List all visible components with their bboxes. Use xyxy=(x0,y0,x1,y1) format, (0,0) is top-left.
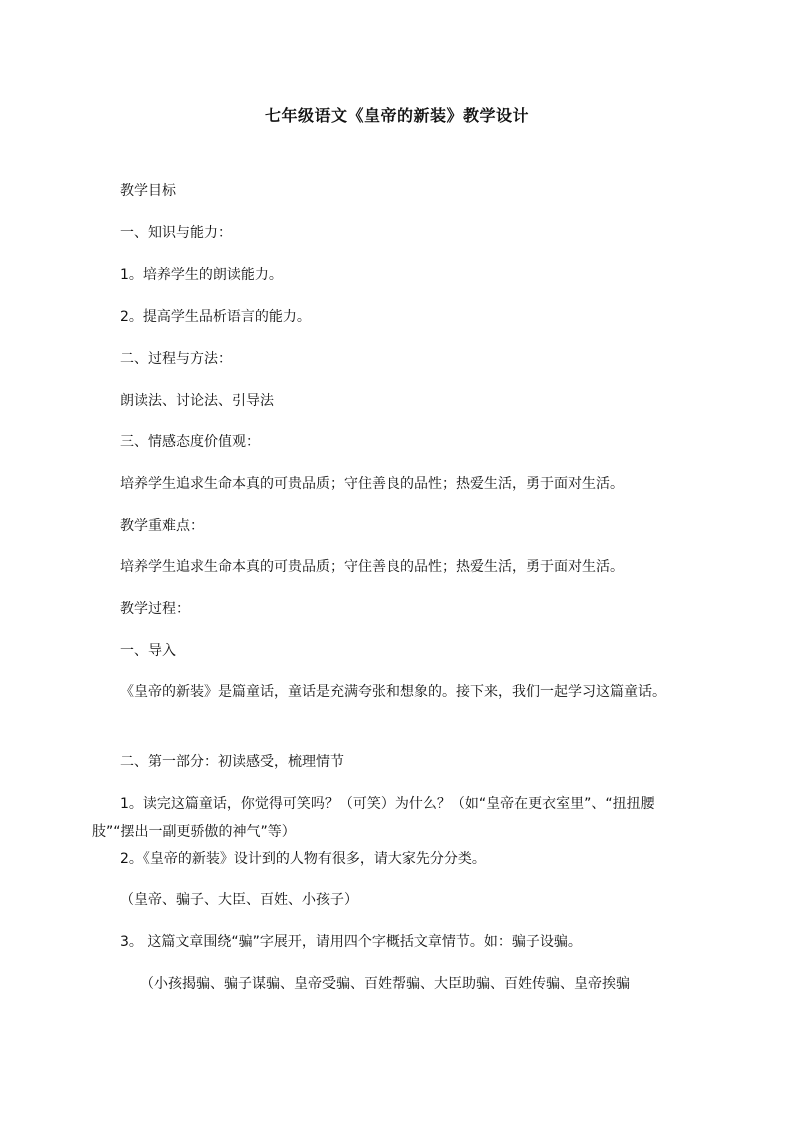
values-text: 培养学生追求生命本真的可贵品质；守住善良的品性；热爱生活，勇于面对生活。 xyxy=(120,476,624,492)
heading-teaching-objectives: 教学目标 xyxy=(120,183,176,199)
section-process-method: 二、过程与方法： xyxy=(120,351,232,367)
question-two: 2。《皇帝的新装》设计到的人物有很多，请大家先分分类。 xyxy=(120,851,486,867)
section-emotion-values: 三、情感态度价值观： xyxy=(120,434,260,450)
heading-key-difficulties: 教学重难点： xyxy=(120,518,204,534)
methods-text: 朗读法、讨论法、引导法 xyxy=(120,393,274,409)
answer-two: （皇帝、骗子、大臣、百姓、小孩子） xyxy=(120,892,358,908)
section-knowledge-ability: 一、知识与能力： xyxy=(120,225,232,241)
question-one: 1。读完这篇童话，你觉得可笑吗？（可笑）为什么？（如“皇帝在更衣室里”、“扭扭腰肢”“摆出一副更骄傲的神气”等） xyxy=(92,796,655,840)
section-part-one: 二、第一部分：初读感受，梳理情节 xyxy=(120,754,344,770)
document-title: 七年级语文《皇帝的新装》教学设计 xyxy=(264,106,529,125)
key-difficulties-text: 培养学生追求生命本真的可贵品质；守住善良的品性；热爱生活，勇于面对生活。 xyxy=(120,559,624,575)
list-item: 2。提高学生品析语言的能力。 xyxy=(120,309,311,325)
question-three: 3。 这篇文章围绕“骗”字展开，请用四个字概括文章情节。如：骗子设骗。 xyxy=(120,934,582,950)
list-item: 1。培养学生的朗读能力。 xyxy=(120,267,283,283)
heading-teaching-process: 教学过程： xyxy=(120,601,190,617)
answer-three: （小孩揭骗、骗子谋骗、皇帝受骗、百姓帮骗、大臣助骗、百姓传骗、皇帝挨骗 xyxy=(140,976,630,992)
section-introduction: 一、导入 xyxy=(120,643,176,659)
introduction-text: 《皇帝的新装》是篇童话，童话是充满夸张和想象的。接下来，我们一起学习这篇童话。 xyxy=(120,684,666,700)
